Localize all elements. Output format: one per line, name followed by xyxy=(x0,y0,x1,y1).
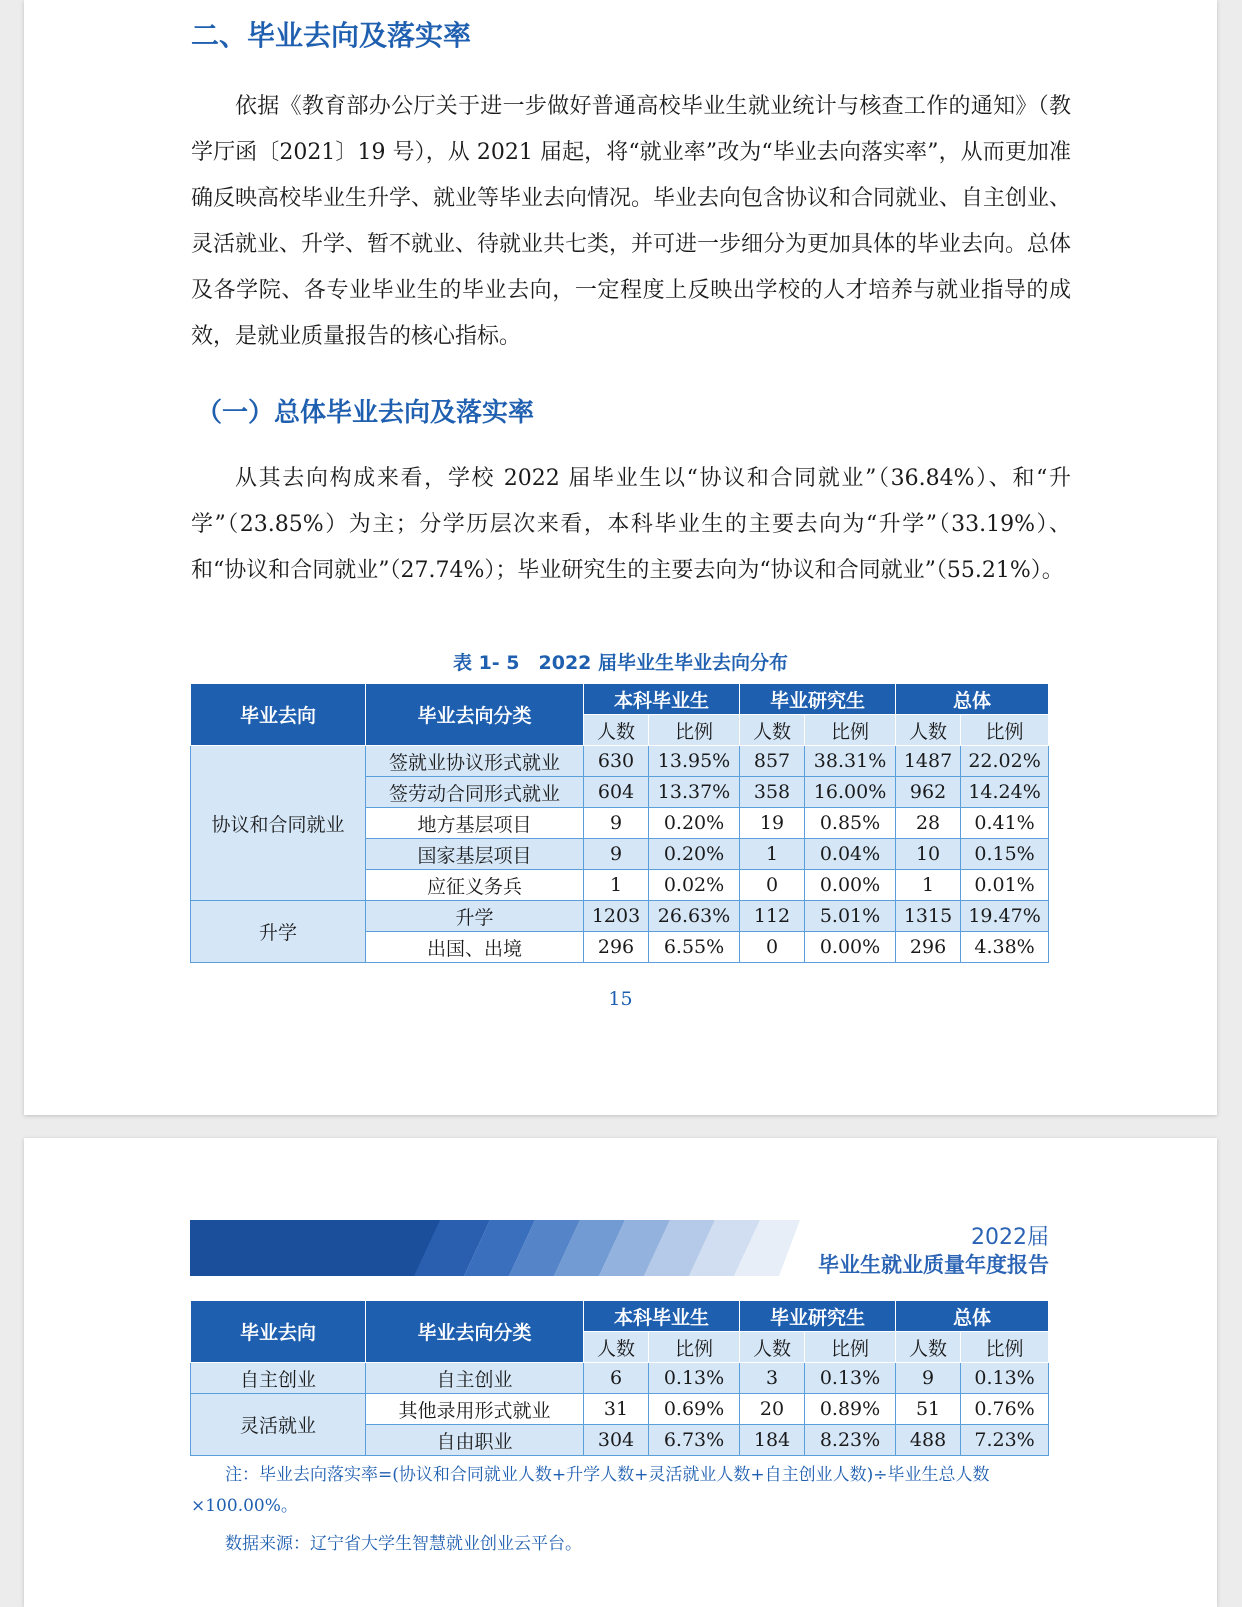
table-row xyxy=(191,1394,1049,1425)
value-cell: 0.00% xyxy=(805,932,896,963)
value-cell: 6.73% xyxy=(649,1425,740,1456)
header-destination: 毕业去向 xyxy=(191,1301,366,1363)
value-cell: 184 xyxy=(740,1425,805,1456)
value-cell: 962 xyxy=(896,777,961,808)
value-cell: 6 xyxy=(584,1363,649,1394)
value-cell: 488 xyxy=(896,1425,961,1456)
group-cell: 协议和合同就业 xyxy=(191,746,366,901)
value-cell: 0.76% xyxy=(961,1394,1049,1425)
value-cell: 1 xyxy=(584,870,649,901)
header-count: 人数 xyxy=(740,1332,805,1363)
header-category: 毕业去向分类 xyxy=(366,684,584,746)
page-number: 15 xyxy=(608,988,633,1010)
header-ratio: 比例 xyxy=(805,1332,896,1363)
value-cell: 0 xyxy=(740,870,805,901)
banner-year: 2022届 xyxy=(971,1225,1049,1250)
value-cell: 16.00% xyxy=(805,777,896,808)
header-postgrad: 毕业研究生 xyxy=(740,1301,896,1332)
category-cell: 其他录用形式就业 xyxy=(366,1394,584,1425)
data-source: 数据来源：辽宁省大学生智慧就业创业云平台。 xyxy=(225,1534,582,1554)
table-caption: 表 1- 5 2022 届毕业生毕业去向分布 xyxy=(452,652,789,674)
value-cell: 0.13% xyxy=(649,1363,740,1394)
value-cell: 0.15% xyxy=(961,839,1049,870)
value-cell: 0.20% xyxy=(649,808,740,839)
value-cell: 0.69% xyxy=(649,1394,740,1425)
value-cell: 0.85% xyxy=(805,808,896,839)
header-undergrad: 本科毕业生 xyxy=(584,1301,740,1332)
value-cell: 10 xyxy=(896,839,961,870)
intro-paragraph: 依据《教育部办公厅关于进一步做好普通高校毕业生就业统计与核查工作的通知》（教学厅函〔2021〕19 号），从 2021 届起，将“就业率”改为“毕业去向落实率”，从而更加准确反映高校毕业生升学、就业等毕业去向情况。毕业去向包含协议和合同就业、自主创业、灵活就业、升学、暂不就业、待就业共七类，并可进一步细分为更加具体的毕业去向。总体及各学院、各专业毕业生的毕业去向，一定程度上反映出学校的人才培养与就业指导的成效，是就业质量报告的核心指标。 xyxy=(191,94,1072,349)
category-cell: 自主创业 xyxy=(366,1363,584,1394)
value-cell: 20 xyxy=(740,1394,805,1425)
value-cell: 0.13% xyxy=(961,1363,1049,1394)
value-cell: 296 xyxy=(584,932,649,963)
table-row xyxy=(191,1363,1049,1394)
group-cell: 升学 xyxy=(191,901,366,963)
value-cell: 19.47% xyxy=(961,901,1049,932)
value-cell: 8.23% xyxy=(805,1425,896,1456)
value-cell: 0.13% xyxy=(805,1363,896,1394)
value-cell: 7.23% xyxy=(961,1425,1049,1456)
category-cell: 签就业协议形式就业 xyxy=(366,746,584,777)
table-row xyxy=(191,901,1049,932)
destination-table-2 xyxy=(190,1300,1049,1456)
category-cell: 签劳动合同形式就业 xyxy=(366,777,584,808)
category-cell: 国家基层项目 xyxy=(366,839,584,870)
subsection-title: （一）总体毕业去向及落实率 xyxy=(196,398,535,428)
table-note: 注：毕业去向落实率=(协议和合同就业人数+升学人数+灵活就业人数+自主创业人数)÷毕业生总人数×100.00%。 xyxy=(191,1465,990,1516)
value-cell: 14.24% xyxy=(961,777,1049,808)
value-cell: 9 xyxy=(584,839,649,870)
header-destination: 毕业去向 xyxy=(191,684,366,746)
header-ratio: 比例 xyxy=(961,1332,1049,1363)
category-cell: 升学 xyxy=(366,901,584,932)
value-cell: 9 xyxy=(896,1363,961,1394)
value-cell: 6.55% xyxy=(649,932,740,963)
header-ratio: 比例 xyxy=(649,1332,740,1363)
section-title: 二、毕业去向及落实率 xyxy=(191,19,472,52)
value-cell: 19 xyxy=(740,808,805,839)
header-undergrad: 本科毕业生 xyxy=(584,684,740,715)
header-total: 总体 xyxy=(896,1301,1049,1332)
header-postgrad: 毕业研究生 xyxy=(740,684,896,715)
header-count: 人数 xyxy=(584,715,649,746)
header-total: 总体 xyxy=(896,684,1049,715)
value-cell: 31 xyxy=(584,1394,649,1425)
header-banner xyxy=(190,1220,800,1276)
summary-paragraph: 从其去向构成来看，学校 2022 届毕业生以“协议和合同就业”（36.84%）、和“升学”（23.85%）为主；分学历层次来看，本科毕业生的主要去向为“升学”（33.19%）、和“协议和合同就业”（27.74%）；毕业研究生的主要去向为“协议和合同就业”（55.21%）。 xyxy=(191,466,1071,583)
value-cell: 0.01% xyxy=(961,870,1049,901)
value-cell: 13.95% xyxy=(649,746,740,777)
header-ratio: 比例 xyxy=(649,715,740,746)
value-cell: 1 xyxy=(740,839,805,870)
value-cell: 9 xyxy=(584,808,649,839)
value-cell: 1315 xyxy=(896,901,961,932)
value-cell: 1203 xyxy=(584,901,649,932)
group-cell: 自主创业 xyxy=(191,1363,366,1394)
header-count: 人数 xyxy=(584,1332,649,1363)
destination-table-1 xyxy=(190,683,1049,963)
header-count: 人数 xyxy=(896,1332,961,1363)
header-ratio: 比例 xyxy=(961,715,1049,746)
value-cell: 1 xyxy=(896,870,961,901)
value-cell: 304 xyxy=(584,1425,649,1456)
value-cell: 0.02% xyxy=(649,870,740,901)
value-cell: 4.38% xyxy=(961,932,1049,963)
value-cell: 51 xyxy=(896,1394,961,1425)
table-row xyxy=(191,746,1049,777)
value-cell: 0.00% xyxy=(805,870,896,901)
value-cell: 0.41% xyxy=(961,808,1049,839)
value-cell: 358 xyxy=(740,777,805,808)
value-cell: 296 xyxy=(896,932,961,963)
value-cell: 5.01% xyxy=(805,901,896,932)
value-cell: 0.04% xyxy=(805,839,896,870)
category-cell: 地方基层项目 xyxy=(366,808,584,839)
value-cell: 26.63% xyxy=(649,901,740,932)
value-cell: 0 xyxy=(740,932,805,963)
value-cell: 38.31% xyxy=(805,746,896,777)
group-cell: 灵活就业 xyxy=(191,1394,366,1456)
value-cell: 13.37% xyxy=(649,777,740,808)
category-cell: 出国、出境 xyxy=(366,932,584,963)
header-ratio: 比例 xyxy=(805,715,896,746)
document-page-1 xyxy=(24,0,1217,1115)
header-category: 毕业去向分类 xyxy=(366,1301,584,1363)
value-cell: 28 xyxy=(896,808,961,839)
value-cell: 857 xyxy=(740,746,805,777)
header-count: 人数 xyxy=(740,715,805,746)
value-cell: 0.20% xyxy=(649,839,740,870)
value-cell: 3 xyxy=(740,1363,805,1394)
value-cell: 112 xyxy=(740,901,805,932)
value-cell: 630 xyxy=(584,746,649,777)
banner-title: 毕业生就业质量年度报告 xyxy=(818,1253,1049,1277)
value-cell: 22.02% xyxy=(961,746,1049,777)
document-page-2 xyxy=(24,1138,1217,1607)
value-cell: 1487 xyxy=(896,746,961,777)
category-cell: 应征义务兵 xyxy=(366,870,584,901)
header-count: 人数 xyxy=(896,715,961,746)
category-cell: 自由职业 xyxy=(366,1425,584,1456)
value-cell: 0.89% xyxy=(805,1394,896,1425)
value-cell: 604 xyxy=(584,777,649,808)
